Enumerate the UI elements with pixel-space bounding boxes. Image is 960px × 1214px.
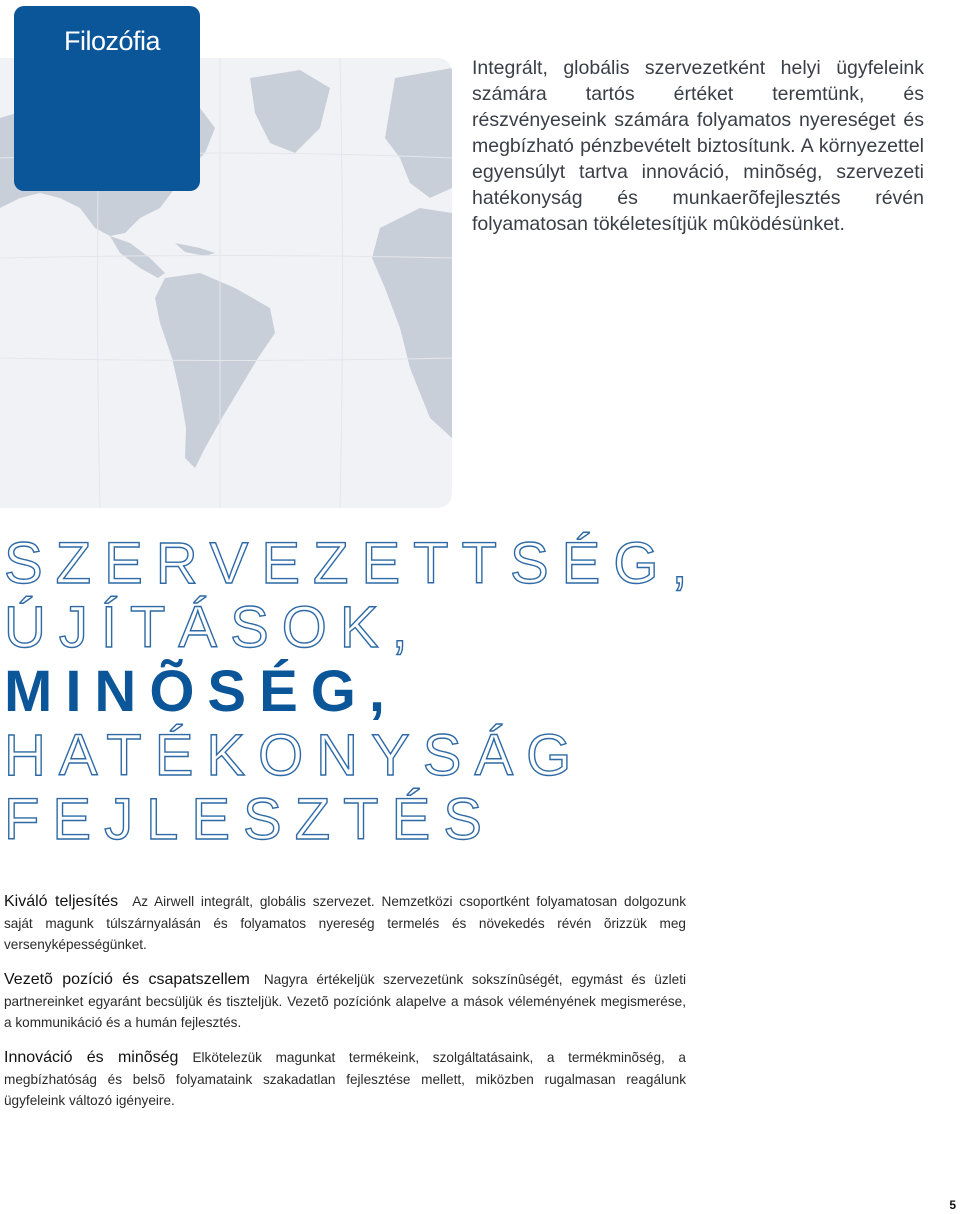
central-america-shape [110, 236, 165, 278]
africa-shape [372, 208, 452, 438]
section-text: Nagyra értékeljük szervezetünk sokszínûségét, egymást és üzleti partnereinket egyaránt becsüljük és tiszteljük. Vezetõ pozíciónk alapelve a mások véleményének megismerése, a kommunikáció és a humán fejlesztés. [4, 972, 686, 1030]
section-text: Elkötelezük magunkat termékeink, szolgáltatásaink, a termékminõség, a megbízhatóság és belsõ folyamataink szakadatlan fejlesztése mellett, miközben rugalmasan reagálunk ügyfeleink változó igényeire. [4, 1050, 686, 1108]
section-tab [14, 6, 200, 191]
section-text: Az Airwell integrált, globális szervezet. Nemzetközi csoportként folyamatosan dolgozunk saját magunk túlszárnyalásán és folyamatos nyereség termelés és növekedés révén õrizzük meg versenyképességünket. [4, 894, 686, 952]
section-label: Innováció és minõség [4, 1049, 179, 1066]
headline-line-3: MINÕSÉG, [4, 659, 399, 724]
tab-title: Filozófia [64, 26, 161, 56]
section-label: Kiváló teljesítés [4, 893, 119, 910]
headline-line-1: SZERVEZETTSÉG, [4, 531, 701, 596]
section-label: Vezetõ pozíció és csapatszellem [4, 971, 250, 988]
greenland-shape [250, 70, 330, 153]
headline-line-4: HATÉKONYSÁG [4, 723, 585, 788]
intro-paragraph: Integrált, globális szervezetként helyi ügyfeleink számára tartós értéket teremtünk, és részvényeseink számára folyamatos nyereséget és megbízható pénzbevételt biztosítunk. A környezettel egyensúlyt tartva innováció, minõség, szervezeti hatékonyság és munkaerõfejlesztés révén folyamatosan tökéletesítjük mûködésünket. [472, 57, 924, 235]
caribbean-shape [175, 243, 215, 256]
section-leadership [4, 969, 686, 1034]
europe-shape [385, 68, 452, 198]
south-america-shape [155, 273, 275, 468]
page-number: 5 [949, 1198, 956, 1212]
headline-line-5: FEJLESZTÉS [4, 787, 495, 852]
section-innovation [4, 1047, 686, 1112]
headline [4, 532, 701, 852]
section-excellence [4, 891, 686, 956]
headline-line-2: ÚJÍTÁSOK, [4, 595, 421, 660]
